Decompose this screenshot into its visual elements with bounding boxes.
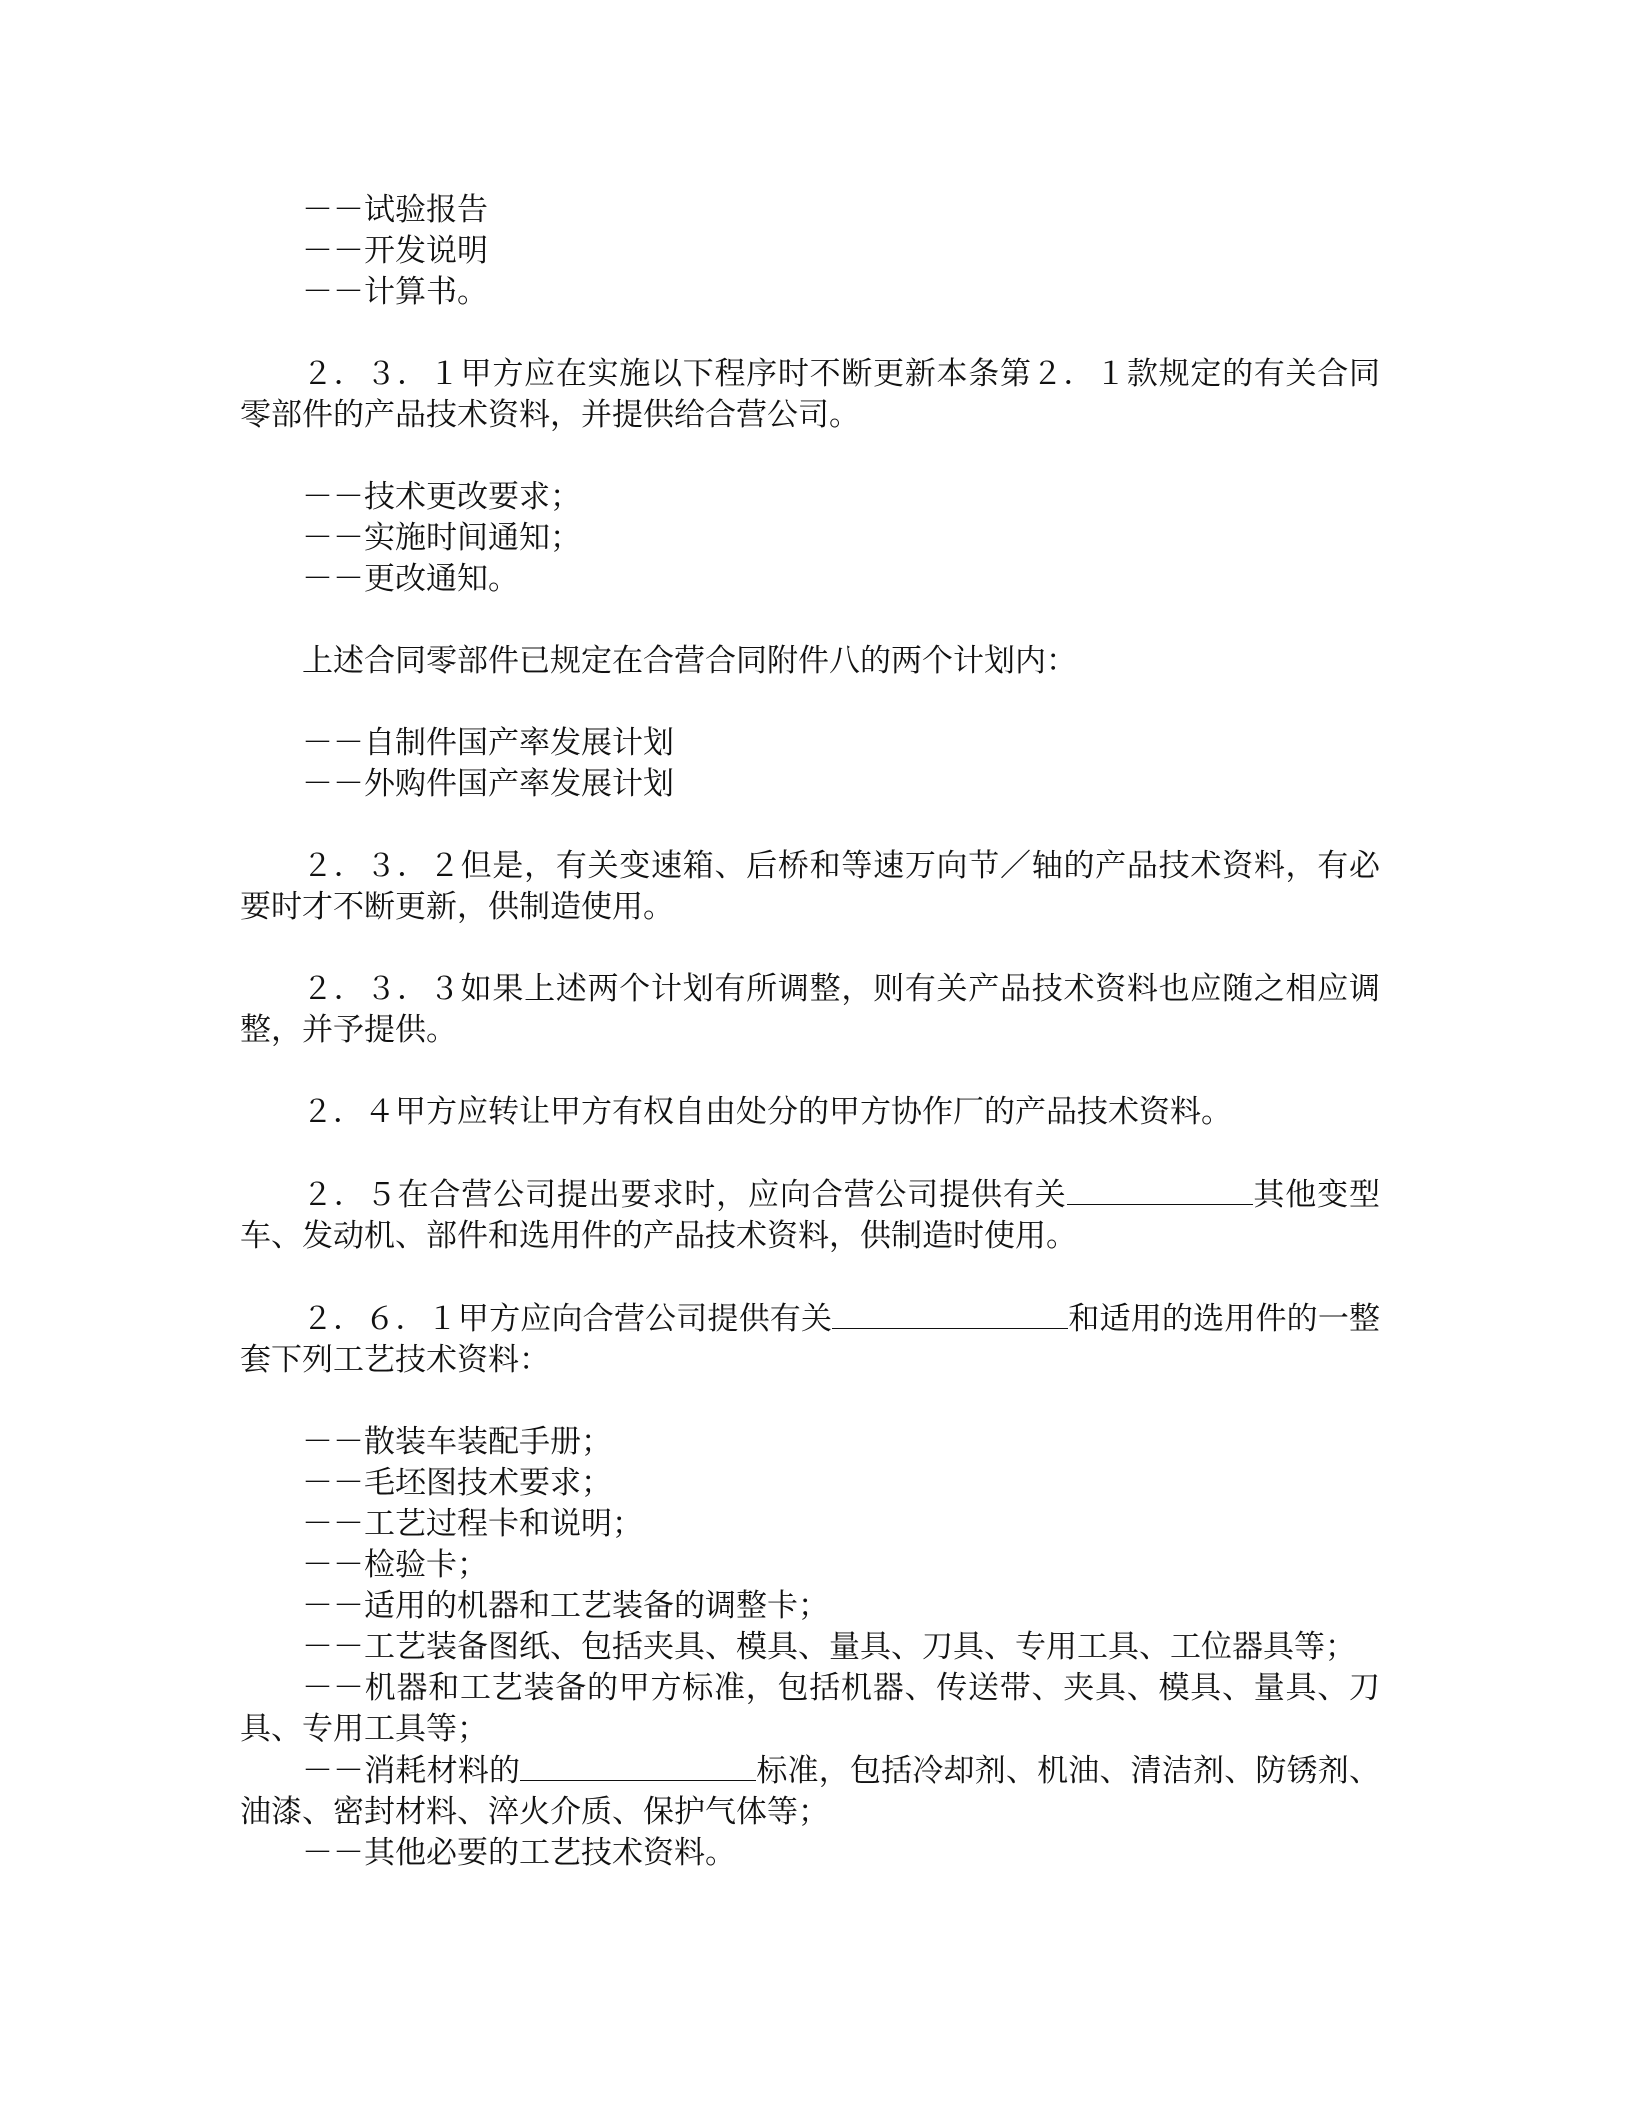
list-item: －－自制件国产率发展计划 <box>302 725 674 761</box>
list-item: －－更改通知。 <box>302 561 519 597</box>
list-item: －－其他必要的工艺技术资料。 <box>302 1835 736 1871</box>
clause-2-3-3: ２．３．３如果上述两个计划有所调整，则有关产品技术资料也应随之相应调整，并予提供。 <box>240 971 1380 1048</box>
list-item: －－计算书。 <box>302 274 488 310</box>
list-item: －－工艺装备图纸、包括夹具、模具、量具、刀具、专用工具、工位器具等； <box>302 1629 1356 1665</box>
clause-2-3-2: ２．３．２但是，有关变速箱、后桥和等速万向节／轴的产品技术资料，有必要时才不断更新，供制造使用。 <box>240 848 1380 925</box>
consumables-text-after: 标准，包括冷却剂、机油、清洁剂、防锈剂、油漆、密封材料、淬火介质、保护气体等； <box>240 1753 1381 1830</box>
list-item: －－技术更改要求； <box>302 479 581 515</box>
clause-2-5-text-before: ２．５在合营公司提出要求时，应向合营公司提供有关 <box>302 1177 1067 1213</box>
list-item: －－实施时间通知； <box>302 520 581 556</box>
fill-in-blank <box>1067 1174 1253 1205</box>
fill-in-blank <box>832 1298 1068 1329</box>
consumables-text-before: －－消耗材料的 <box>302 1753 521 1789</box>
list-item: －－毛坯图技术要求； <box>302 1465 612 1501</box>
list-item: －－开发说明 <box>302 233 488 269</box>
clause-2-6-1 <box>240 1298 1380 1381</box>
clause-2-3-1: ２．３．１甲方应在实施以下程序时不断更新本条第２．１款规定的有关合同零部件的产品技术资料，并提供给合营公司。 <box>240 356 1380 433</box>
clause-2-4: ２．４甲方应转让甲方有权自由处分的甲方协作厂的产品技术资料。 <box>302 1094 1232 1130</box>
clause-2-6-1-text-before: ２．６．１甲方应向合营公司提供有关 <box>302 1301 833 1337</box>
document-page <box>240 190 1380 1874</box>
list-item-consumables <box>240 1750 1380 1833</box>
list-item: －－试验报告 <box>302 192 488 228</box>
clause-2-5 <box>240 1174 1380 1257</box>
list-item: －－散装车装配手册； <box>302 1424 612 1460</box>
plans-intro: 上述合同零部件已规定在合营合同附件八的两个计划内： <box>302 643 1077 679</box>
clause-2-5-text-after: 其他变型车、发动机、部件和选用件的产品技术资料，供制造时使用。 <box>240 1177 1381 1254</box>
list-item: －－外购件国产率发展计划 <box>302 766 674 802</box>
list-item: －－适用的机器和工艺装备的调整卡； <box>302 1588 829 1624</box>
list-item-machine-standards: －－机器和工艺装备的甲方标准，包括机器、传送带、夹具、模具、量具、刀具、专用工具等； <box>240 1670 1380 1747</box>
fill-in-blank <box>520 1750 756 1781</box>
list-item: －－工艺过程卡和说明； <box>302 1506 643 1542</box>
clause-2-6-1-text-after: 和适用的选用件的一整套下列工艺技术资料： <box>240 1301 1381 1378</box>
list-item: －－检验卡； <box>302 1547 488 1583</box>
